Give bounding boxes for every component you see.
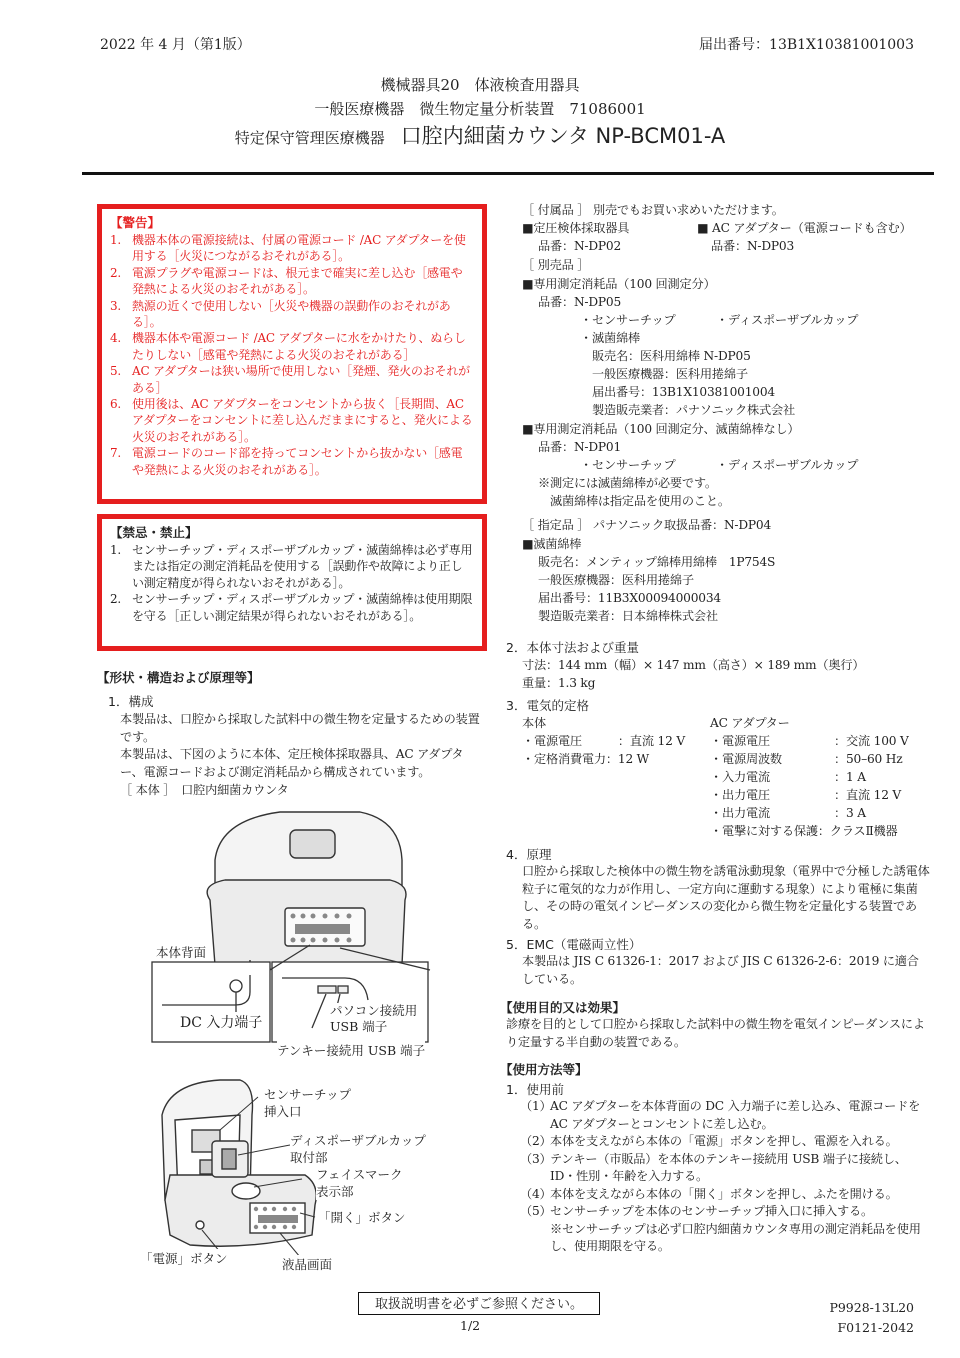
consumable-1-swab-no: 届出番号：13B1X10381001004 [592,385,775,399]
consumable-2-note-1: ※測定には滅菌綿棒が必要です。 [538,476,717,490]
warning-item-text: 機器本体の電源接続は、付属の電源コード /AC アダプターを使用する［火災につながるおそれがある］。 [132,233,466,264]
warning-item [110,396,474,445]
consumable-1-swab: ・滅菌綿棒 [580,331,640,345]
page-number: 1/2 [460,1318,481,1333]
dimensions-weight: 重量：1.3 kg [522,676,596,690]
usage-step-number: （1） [520,1099,552,1113]
usage-step [520,1186,932,1204]
ac-voltage-value: ：交流 100 V [834,734,909,748]
emc-heading: 5．EMC（電磁両立性） [506,937,642,952]
prohibition-item-text: センサーチップ・ディスポーザブルカップ・滅菌綿棒は使用期限を守る［正しい測定結果が得られないおそれがある］。 [132,592,473,623]
classification-line: 機械器具20 体液検査用器具 [380,76,580,94]
usage-step-number: （2） [520,1134,552,1148]
sterile-swab: ■滅菌綿棒 [522,537,582,551]
consumable-2-no: 品番：N-DP01 [538,440,622,454]
swab-class: 一般医療機器：医科用捲綿子 [538,573,694,587]
usage-step-text: ※センサーチップは必ず口腔内細菌カウンタ専用の測定消耗品を使用し、使用期限を守る。 [550,1221,921,1253]
open-button-label: 「開く」ボタン [318,1210,406,1225]
body-power: ・定格消費電力：12 W [522,752,650,766]
warning-item-text: AC アダプターは狭い場所で使用しない［発煙、発火のおそれがある］ [132,364,470,395]
usage-step-text: テンキー（市販品）を本体のテンキー接続用 USB 端子に接続し、ID・性別・年齢を入力する。 [550,1151,907,1183]
warning-box [97,204,487,504]
warning-item-number: 1. [110,233,122,247]
tenkey-usb-label: テンキー接続用 USB 端子 [277,1043,426,1058]
sensor-slot-label: センサーチップ 挿入口 [264,1087,352,1119]
consumable-1-swab-maker: 製造販売業者：パナソニック株式会社 [592,403,795,417]
ac-frequency-value: ：50–60 Hz [834,752,903,766]
warning-item-text: 電源コードのコード部を持ってコンセントから抜かない［感電や発熱による火災のおそれがある］。 [132,446,463,477]
emc-text: 本製品は JIS C 61326-1：2017 および JIS C 61326-2-6：2019 に適合している。 [522,954,919,986]
consumable-2-sensor: ・センサーチップ [580,458,676,472]
consumable-2: ■専用測定消耗品（100 回測定分、滅菌綿棒なし） [522,422,800,436]
consumable-1: ■専用測定消耗品（100 回測定分） [522,277,716,291]
warning-item [110,363,474,396]
ac-output-current-value: ：3 A [834,806,866,820]
prohibition-heading: 【禁忌・禁止】 [110,525,198,540]
accessory-2-no: 品番：N-DP03 [711,239,795,253]
warning-item-number: 4. [110,331,122,346]
prohibition-item-number: 1. [110,543,122,557]
maintenance-class: 特定保守管理医療機器 [234,129,385,147]
dimensions-size: 寸法：144 mm（幅）× 147 mm（高さ）× 189 mm（奥行） [522,658,865,672]
designated-item: ［ 指定品 ］ パナソニック取扱品番：N-DP04 [522,518,772,532]
consumable-1-swab-class: 一般医療機器：医科用捲綿子 [592,367,748,381]
doc-code-1: P9928-13L20 [829,1300,914,1315]
ac-voltage: ・電源電圧 [710,734,770,748]
usage-step [520,1221,932,1256]
rear-view-label: 本体背面 [156,945,207,960]
usage-step [520,1133,932,1151]
body-voltage: ・電源電圧 ：直流 12 V [522,734,685,748]
doc-code-2: F0121-2042 [837,1320,914,1335]
notification-number: 届出番号：13B1X10381001003 [699,37,914,53]
warning-item [110,330,474,363]
warning-item-number: 3. [110,298,122,313]
principle-heading: 4．原理 [506,847,552,862]
prohibition-list [110,542,474,624]
usage-step-number: （5） [520,1204,552,1218]
consumable-2-cup: ・ディスポーザブルカップ [716,458,859,472]
pc-usb-label: パソコン接続用 USB 端子 [330,1003,418,1034]
accessory-2: ■ AC アダプター（電源コードも含む） [697,221,912,235]
warning-item-text: 電源プラグや電源コードは、根元まで確実に差し込む［感電や発熱による火災のおそれがある］。 [132,265,463,297]
usage-step [520,1151,932,1186]
accessories-heading: ［ 付属品 ］ 別売でもお買い求めいただけます。 [522,203,784,217]
lcd-label: 液晶画面 [282,1257,333,1272]
title-rule [82,172,934,175]
ac-output-voltage: ・出力電圧 [710,788,770,802]
warning-item [110,298,474,331]
warning-item-number: 5. [110,364,122,379]
warning-item [110,265,474,298]
face-mark-label: フェイスマーク 表示部 [316,1167,403,1199]
accessory-1: ■定圧検体採取器具 [522,221,630,235]
ac-shock-protection: ・電撃に対する保護：クラスⅡ機器 [710,824,898,838]
principle-text: 口腔から採取した検体中の微生物を誘電泳動現象（電界中で分極した誘電体粒子に電気的な力が作用し、一定方向に運動する現象）により電極に集菌し、その時の電気インピーダンスの変化から微生物を定量化する装置である。 [522,864,930,931]
consumable-1-sensor: ・センサーチップ [580,313,676,327]
swab-no: 届出番号：11B3X00094000034 [538,591,721,605]
usage-step-text: 本体を支えながら本体の「開く」ボタンを押し、ふたを開ける。 [550,1186,898,1201]
edition-date: 2022 年 4 月（第1版） [100,37,251,53]
electrical-ac-label: AC アダプター [710,716,790,730]
ac-output-current: ・出力電流 [710,806,770,820]
category-line: 一般医療機器 微生物定量分析装置 71086001 [314,100,646,118]
usage-step [520,1203,932,1221]
usage-step-number [520,1221,550,1256]
ac-input-current: ・入力電流 [710,770,770,784]
ac-input-current-value: ：1 A [834,770,866,784]
usage-step-number: （4） [520,1186,552,1201]
body-label: ［ 本体 ］ 口腔内細菌カウンタ [120,783,289,797]
dimensions-heading: 2．本体寸法および重量 [506,640,639,655]
cup-mount-label: ディスポーザブルカップ 取付部 [290,1133,426,1165]
warning-item [110,232,474,265]
usage-step-number: （3） [520,1151,552,1166]
purpose-text: 診療を目的として口腔から採取した試料中の微生物を電気インピーダンスにより定量する半自動の装置である。 [506,1017,925,1049]
consumable-1-no: 品番：N-DP05 [538,295,622,309]
warning-item-text: 熱源の近くで使用しない［火災や機器の誤動作のおそれがある］。 [132,298,451,330]
warning-item-text: 使用後は、AC アダプターをコンセントから抜く［長期間、AC アダプターをコンセントに差し込んだままにすると、発火による火災のおそれがある］。 [132,397,473,444]
electrical-heading: 3．電気的定格 [506,698,589,713]
purpose-heading: 【使用目的又は効果】 [500,1000,626,1015]
product-name: 口腔内細菌カウンタ NP-BCM01-A [400,124,726,148]
swab-name: 販売名：メンティップ綿棒用綿棒 1P754S [538,555,776,569]
prohibition-item [110,591,474,624]
accessory-1-no: 品番：N-DP02 [538,239,622,253]
consumable-1-cup: ・ディスポーザブルカップ [716,313,859,327]
usage-heading: 【使用方法等】 [500,1062,588,1077]
prohibition-box [97,514,487,651]
manual-notice: 取扱説明書を必ずご参照ください。 [358,1292,600,1315]
ac-frequency: ・電源周波数 [710,752,782,766]
prohibition-item [110,542,474,591]
power-button-label: 「電源」ボタン [140,1251,228,1266]
warning-item [110,445,474,478]
usage-step-text: 本体を支えながら本体の「電源」ボタンを押し、電源を入れる。 [550,1134,898,1148]
usage-step-text: センサーチップを本体のセンサーチップ挿入口に挿入する。 [550,1204,873,1218]
composition-subheading: 1．構成 [108,694,154,709]
swab-maker: 製造販売業者：日本綿棒株式会社 [538,609,718,623]
usage-steps [520,1098,932,1256]
usage-step [520,1098,932,1133]
usage-subheading: 1．使用前 [506,1082,564,1097]
ac-output-voltage-value: ：直流 12 V [834,788,902,802]
prohibition-item-number: 2. [110,592,122,607]
electrical-body-label: 本体 [522,716,546,730]
dc-input-label: DC 入力端子 [180,1012,262,1032]
structure-heading: 【形状・構造および原理等】 [97,670,260,685]
product-title [0,120,960,150]
consumable-2-note-2: 滅菌綿棒は指定品を使用のこと。 [550,494,730,508]
composition-para-2: 本製品は、下図のように本体、定圧検体採取器具、AC アダプター、電源コードおよび測定消耗品から構成されています。 [120,747,464,779]
warning-item-number: 7. [110,446,122,461]
composition-para-1: 本製品は、口腔から採取した試料中の微生物を定量するための装置です。 [120,712,480,744]
warning-heading: 【警告】 [110,215,161,230]
prohibition-item-text: センサーチップ・ディスポーザブルカップ・滅菌綿棒は必ず専用または指定の測定消耗品を使用する［誤動作や故障により正しい測定精度が得られないおそれがある］。 [132,543,473,590]
warning-item-text: 機器本体や電源コード /AC アダプターに水をかけたり、ぬらしたりしない［感電や発熱による火災のおそれがある］ [132,331,466,362]
warning-list [110,232,474,478]
warning-item-number: 2. [110,265,122,280]
warning-item-number: 6. [110,397,122,412]
sold-separately-heading: ［ 別売品 ］ [522,258,590,272]
consumable-1-swab-name: 販売名：医科用綿棒 N-DP05 [592,349,751,363]
usage-step-text: AC アダプターを本体背面の DC 入力端子に差し込み、電源コードを AC アダプターとコンセントに差し込む。 [550,1099,921,1131]
